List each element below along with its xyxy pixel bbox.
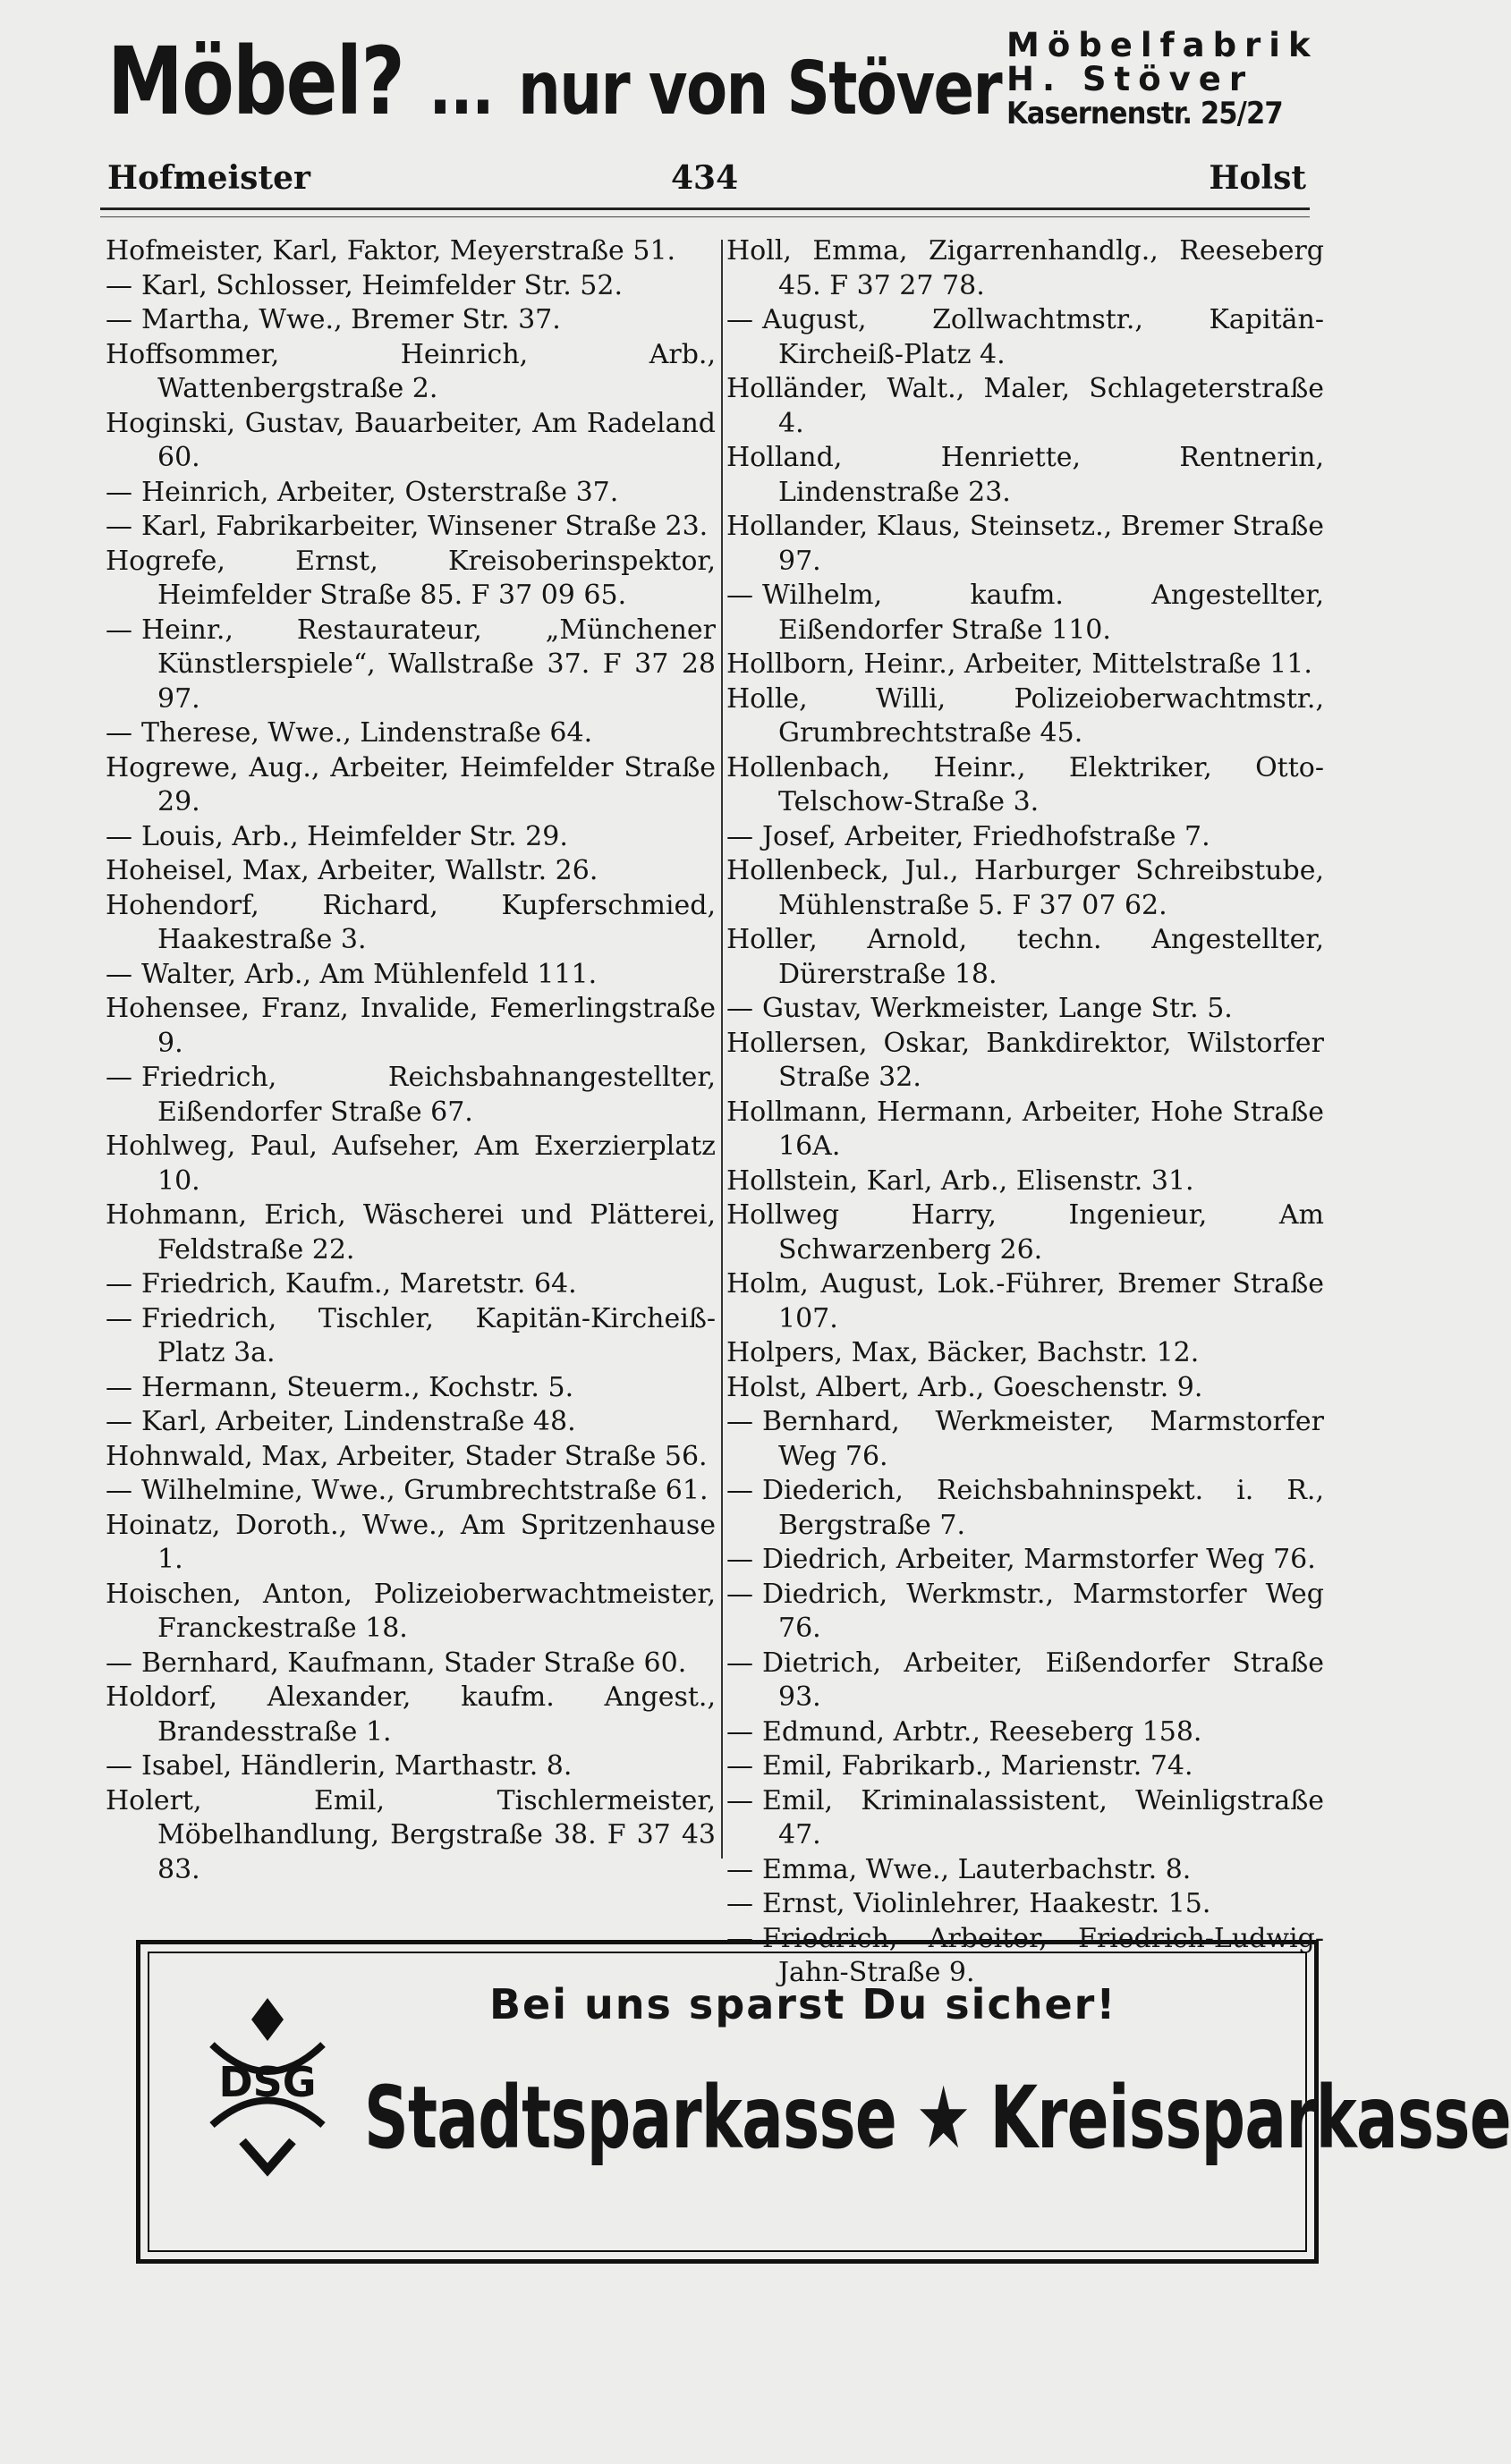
directory-entry — [106, 614, 716, 717]
entry-text: August, Zollwachtmstr., Kapitän-Kircheiß-Platz 4. — [762, 304, 1324, 370]
directory-entry — [726, 1543, 1324, 1578]
bottom-advertisement — [136, 1940, 1511, 2264]
entry-text: Hohendorf, Richard, Kupferschmied, Haakestraße 3. — [106, 889, 716, 955]
bank-name-stadtsparkasse: Stadtsparkasse — [364, 2068, 897, 2168]
directory-entry — [106, 1784, 716, 1888]
top-advertisement — [107, 25, 1319, 150]
directory-entry — [106, 854, 716, 889]
directory-entry — [106, 716, 716, 751]
entry-text: Hollander, Klaus, Steinsetz., Bremer Straße 97. — [726, 511, 1324, 577]
directory-entry — [106, 545, 716, 614]
repeat-dash: — — [726, 1715, 753, 1748]
directory-entry — [726, 1578, 1324, 1647]
entry-text: Holler, Arnold, techn. Angestellter, Dürerstraße 18. — [726, 924, 1324, 990]
entry-text: Hogrefe, Ernst, Kreisoberinspektor, Heimfelder Straße 85. F 37 09 65. — [106, 545, 716, 611]
ad-company-name: Möbelfabrik — [1006, 26, 1319, 64]
repeat-dash: — — [106, 1475, 132, 1506]
logo-letters: DSG — [218, 2058, 317, 2106]
repeat-dash: — — [106, 476, 132, 508]
ad-company-address: Kasernenstr. 25/27 — [1006, 96, 1283, 131]
entry-text: Friedrich, Arbeiter, Friedrich-Ludwig-Jahn-Straße 9. — [762, 1922, 1324, 1988]
entry-text: Hollmann, Hermann, Arbeiter, Hohe Straße 16A. — [726, 1096, 1324, 1162]
repeat-dash: — — [726, 993, 753, 1024]
directory-entry — [106, 234, 716, 269]
directory-entry — [106, 510, 716, 545]
entry-text: Gustav, Werkmeister, Lange Str. 5. — [762, 993, 1233, 1024]
dsg-logo-icon — [196, 1991, 339, 2188]
directory-entry — [106, 303, 716, 338]
entry-text: Holle, Willi, Polizeioberwachtmstr., Grumbrechtstraße 45. — [726, 682, 1324, 749]
directory-entry — [726, 1647, 1324, 1715]
directory-entry — [106, 1130, 716, 1198]
entry-text: Holland, Henriette, Rentnerin, Lindenstraße 23. — [726, 442, 1324, 508]
entry-text: Holst, Albert, Arb., Goeschenstr. 9. — [726, 1371, 1203, 1403]
entry-text: Hollersen, Oskar, Bankdirektor, Wilstorfer Straße 32. — [726, 1027, 1324, 1093]
repeat-dash: — — [726, 1853, 753, 1885]
entry-text: Diedrich, Werkmstr., Marmstorfer Weg 76. — [762, 1578, 1324, 1644]
repeat-dash: — — [106, 269, 132, 301]
repeat-dash: — — [726, 580, 753, 611]
ad-headline-dots: ... — [429, 47, 493, 131]
star-icon: ★ — [915, 2068, 971, 2168]
directory-entry — [106, 338, 716, 407]
directory-entry — [726, 441, 1324, 510]
entry-text: Hollenbach, Heinr., Elektriker, Otto-Telschow-Straße 3. — [726, 751, 1324, 817]
entry-text: Friedrich, Kaufm., Maretstr. 64. — [141, 1268, 577, 1300]
directory-entry — [726, 820, 1324, 855]
repeat-dash: — — [106, 1371, 132, 1403]
ad-bank-names — [364, 2068, 1511, 2168]
repeat-dash: — — [106, 1750, 132, 1782]
directory-entry — [106, 1681, 716, 1749]
directory-entry — [106, 1749, 716, 1784]
header-rule — [100, 207, 1310, 210]
directory-entry — [106, 1509, 716, 1578]
repeat-dash: — — [106, 1406, 132, 1437]
repeat-dash: — — [106, 717, 132, 749]
entry-text: Hoginski, Gustav, Bauarbeiter, Am Radeland 60. — [106, 407, 716, 473]
repeat-dash: — — [726, 1578, 753, 1610]
entry-text: Holländer, Walt., Maler, Schlageterstraße 4. — [726, 373, 1324, 439]
repeat-dash: — — [726, 1750, 753, 1782]
directory-entry — [726, 1164, 1324, 1199]
directory-entry — [106, 751, 716, 820]
directory-entry — [726, 1853, 1324, 1888]
directory-entry — [726, 1027, 1324, 1096]
entry-text: Karl, Schlosser, Heimfelder Str. 52. — [141, 269, 623, 301]
page-number: 434 — [671, 159, 739, 197]
header-rule-thin — [100, 216, 1310, 217]
entry-text: Friedrich, Reichsbahnangestellter, Eißendorfer Straße 67. — [141, 1062, 716, 1128]
directory-entry — [106, 1267, 716, 1302]
entry-text: Hofmeister, Karl, Faktor, Meyerstraße 51. — [106, 235, 676, 267]
repeat-dash: — — [726, 1647, 753, 1679]
directory-entry — [726, 1405, 1324, 1474]
bank-name-kreissparkasse: Kreissparkasse — [989, 2068, 1511, 2168]
directory-entry — [726, 1198, 1324, 1267]
directory-entry — [106, 1061, 716, 1130]
column-divider — [721, 240, 723, 1859]
repeat-dash: — — [726, 304, 753, 335]
ad-headline-main: Möbel? — [107, 27, 404, 136]
directory-entry — [726, 1715, 1324, 1750]
entry-text: Martha, Wwe., Bremer Str. 37. — [141, 304, 561, 335]
directory-entry — [726, 751, 1324, 820]
directory-entry — [726, 303, 1324, 372]
repeat-dash: — — [726, 1544, 753, 1575]
entry-text: Bernhard, Kaufmann, Stader Straße 60. — [141, 1647, 687, 1679]
repeat-dash: — — [106, 820, 132, 852]
entry-text: Emil, Fabrikarb., Marienstr. 74. — [762, 1750, 1193, 1782]
directory-entry — [726, 1267, 1324, 1336]
entry-text: Holpers, Max, Bäcker, Bachstr. 12. — [726, 1337, 1200, 1368]
entry-text: Hollborn, Heinr., Arbeiter, Mittelstraße 11. — [726, 648, 1312, 680]
directory-column-left — [106, 234, 716, 1887]
directory-entry — [106, 476, 716, 511]
entry-text: Holl, Emma, Zigarrenhandlg., Reeseberg 45. F 37 27 78. — [726, 235, 1324, 301]
directory-entry — [106, 1371, 716, 1406]
entry-text: Hoinatz, Doroth., Wwe., Am Spritzenhause 1. — [106, 1509, 716, 1575]
entry-text: Hohnwald, Max, Arbeiter, Stader Straße 56. — [106, 1440, 708, 1472]
directory-entry — [726, 992, 1324, 1027]
repeat-dash: — — [106, 1302, 132, 1334]
entry-text: Holm, August, Lok.-Führer, Bremer Straße 107. — [726, 1268, 1324, 1334]
entry-text: Hollstein, Karl, Arb., Elisenstr. 31. — [726, 1164, 1194, 1197]
ad-slogan: Bei uns sparst Du sicher! — [489, 1980, 1117, 2028]
entry-text: Dietrich, Arbeiter, Eißendorfer Straße 93. — [762, 1647, 1324, 1713]
entry-text: Karl, Arbeiter, Lindenstraße 48. — [141, 1406, 576, 1437]
entry-text: Hoheisel, Max, Arbeiter, Wallstr. 26. — [106, 855, 598, 886]
directory-entry — [726, 510, 1324, 579]
directory-entry — [106, 889, 716, 958]
repeat-dash: — — [106, 511, 132, 542]
directory-entry — [106, 1405, 716, 1440]
entry-text: Therese, Wwe., Lindenstraße 64. — [141, 717, 593, 749]
directory-entry — [106, 269, 716, 304]
entry-text: Wilhelm, kaufm. Angestellter, Eißendorfer Straße 110. — [762, 580, 1324, 646]
entry-text: Wilhelmine, Wwe., Grumbrechtstraße 61. — [141, 1475, 709, 1506]
directory-entry — [726, 854, 1324, 923]
directory-entry — [726, 234, 1324, 303]
directory-entry — [106, 1198, 716, 1267]
directory-entry — [106, 1578, 716, 1647]
entry-text: Friedrich, Tischler, Kapitän-Kircheiß-Platz 3a. — [141, 1302, 716, 1368]
repeat-dash: — — [726, 1475, 753, 1506]
directory-entry — [726, 1749, 1324, 1784]
repeat-dash: — — [726, 1888, 753, 1919]
repeat-dash: — — [726, 1784, 753, 1816]
header-first-entry: Hofmeister — [107, 159, 310, 197]
entry-text: Hogrewe, Aug., Arbeiter, Heimfelder Straße 29. — [106, 751, 716, 817]
entry-text: Ernst, Violinlehrer, Haakestr. 15. — [762, 1888, 1211, 1919]
directory-entry — [106, 992, 716, 1061]
directory-entry — [106, 1302, 716, 1371]
directory-entry — [106, 1440, 716, 1475]
entry-text: Hohlweg, Paul, Aufseher, Am Exerzierplatz 10. — [106, 1130, 716, 1197]
directory-entry — [106, 820, 716, 855]
entry-text: Emil, Kriminalassistent, Weinligstraße 47. — [762, 1784, 1324, 1850]
directory-entry — [726, 372, 1324, 441]
entry-text: Bernhard, Werkmeister, Marmstorfer Weg 76. — [762, 1406, 1324, 1472]
entry-text: Louis, Arb., Heimfelder Str. 29. — [141, 820, 568, 852]
directory-entry — [726, 682, 1324, 751]
entry-text: Walter, Arb., Am Mühlenfeld 111. — [141, 958, 598, 990]
ad-company-block — [1006, 26, 1319, 131]
entry-text: Hoffsommer, Heinrich, Arb., Wattenbergstraße 2. — [106, 338, 716, 404]
repeat-dash: — — [726, 1922, 753, 1954]
repeat-dash: — — [726, 820, 753, 852]
directory-entry — [726, 1336, 1324, 1371]
directory-entry — [726, 648, 1324, 682]
repeat-dash: — — [106, 304, 132, 335]
directory-column-right — [726, 234, 1324, 1991]
entry-text: Diedrich, Arbeiter, Marmstorfer Weg 76. — [762, 1544, 1316, 1575]
directory-entry — [726, 1474, 1324, 1543]
entry-text: Heinr., Restaurateur, „Münchener Künstlerspiele“, Wallstraße 37. F 37 28 97. — [141, 614, 716, 715]
entry-text: Josef, Arbeiter, Friedhofstraße 7. — [762, 820, 1210, 852]
entry-text: Emma, Wwe., Lauterbachstr. 8. — [762, 1853, 1192, 1885]
directory-entry — [726, 579, 1324, 648]
entry-text: Diederich, Reichsbahninspekt. i. R., Bergstraße 7. — [762, 1475, 1324, 1541]
entry-text: Isabel, Händlerin, Marthastr. 8. — [141, 1750, 573, 1782]
directory-entry — [106, 1647, 716, 1681]
repeat-dash: — — [106, 614, 132, 646]
entry-text: Hohmann, Erich, Wäscherei und Plätterei, Feldstraße 22. — [106, 1199, 716, 1266]
directory-entry — [726, 1371, 1324, 1406]
directory-entry — [106, 958, 716, 993]
entry-text: Hollenbeck, Jul., Harburger Schreibstube, Mühlenstraße 5. F 37 07 62. — [726, 855, 1324, 921]
directory-entry — [726, 1096, 1324, 1164]
ad-company-owner: H. Stöver — [1006, 60, 1254, 98]
entry-text: Hermann, Steuerm., Kochstr. 5. — [141, 1371, 574, 1403]
repeat-dash: — — [106, 1062, 132, 1093]
ad-headline-rest: nur von Stöver — [518, 47, 1002, 131]
entry-text: Karl, Fabrikarbeiter, Winsener Straße 23. — [141, 511, 709, 542]
repeat-dash: — — [106, 958, 132, 990]
entry-text: Holert, Emil, Tischlermeister, Möbelhandlung, Bergstraße 38. F 37 43 83. — [106, 1784, 716, 1885]
entry-text: Hoischen, Anton, Polizeioberwachtmeister, Franckestraße 18. — [106, 1578, 716, 1644]
directory-entry — [726, 923, 1324, 992]
repeat-dash: — — [726, 1406, 753, 1437]
entry-text: Hohensee, Franz, Invalide, Femerlingstraße 9. — [106, 993, 716, 1059]
running-header — [107, 159, 1306, 204]
entry-text: Heinrich, Arbeiter, Osterstraße 37. — [141, 476, 619, 508]
entry-text: Hollweg Harry, Ingenieur, Am Schwarzenberg 26. — [726, 1199, 1324, 1266]
repeat-dash: — — [106, 1268, 132, 1300]
directory-entry — [726, 1887, 1324, 1922]
header-last-entry: Holst — [1209, 159, 1306, 197]
directory-entry — [106, 1474, 716, 1509]
entry-text: Holdorf, Alexander, kaufm. Angest., Brandesstraße 1. — [106, 1681, 716, 1748]
repeat-dash: — — [106, 1647, 132, 1679]
ad-headline — [107, 27, 1002, 139]
directory-entry — [106, 407, 716, 476]
entry-text: Edmund, Arbtr., Reeseberg 158. — [762, 1715, 1202, 1748]
directory-entry — [726, 1784, 1324, 1853]
